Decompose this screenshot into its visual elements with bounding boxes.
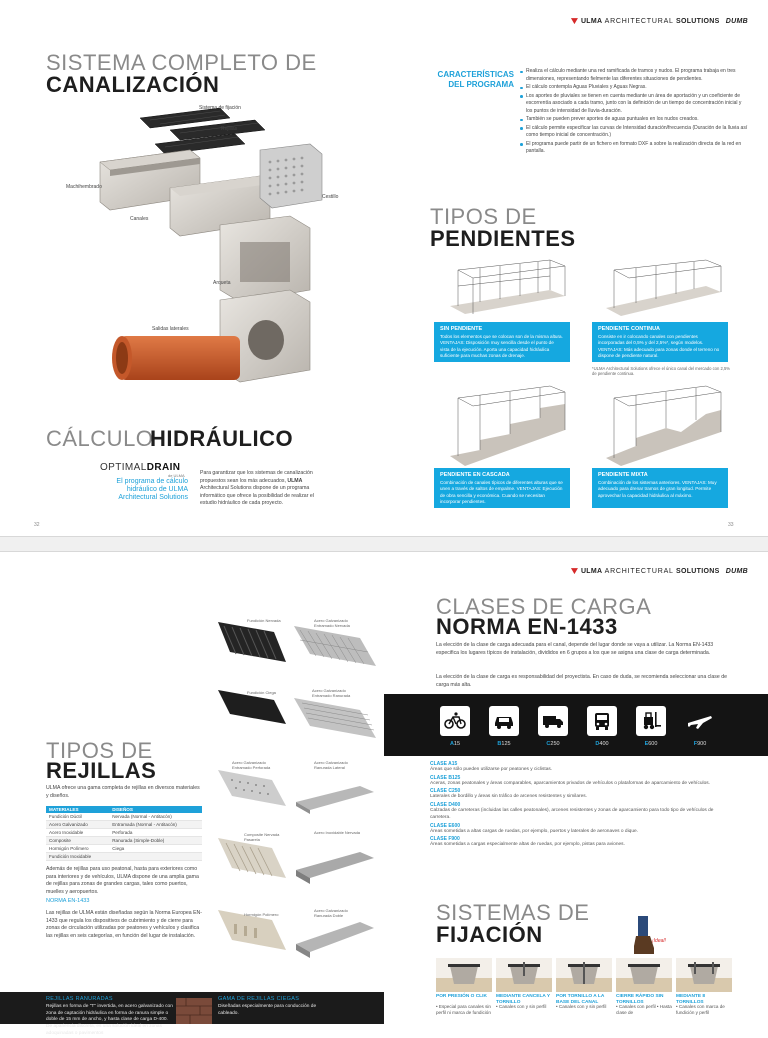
optimal-drain-logo: OPTIMALDRAIN: [100, 462, 181, 473]
materials-table: [46, 806, 202, 861]
grate-label: Acero Galvanizado Entramado Ranurada: [312, 688, 351, 698]
slope-box-cascade: PENDIENTE EN CASCADA Combinación de canales típicos de diferentes alturas que se unen a través de saltos de empalme. VENTAJAS: Ejecución de obra sencilla y económica. Cuando se necesitan incorporar pendientes.: [434, 468, 570, 508]
class-title: CLASE A15: [430, 761, 458, 767]
class-title: CLASE E600: [430, 822, 461, 829]
truck-icon: [587, 706, 617, 736]
ideal-badge: ¡Ideal!: [652, 938, 666, 944]
boot-illustration: [632, 916, 656, 956]
class-title: CLASE F900: [430, 836, 460, 843]
fixing-title-4: CIERRE RÁPIDO SIN TORNILLOS: [616, 994, 664, 1005]
fixing-diagram-3: [556, 958, 612, 992]
list-item: El cálculo contempla Aguas Pluviales y Aguas Negras.: [520, 84, 748, 92]
callout-fixing: Sistema de fijación: [199, 105, 241, 111]
fixing-text-3: • Canales con y sin perfil: [556, 1004, 607, 1009]
fixing-text-4: • Canales con perfil • Hasta clase de: [616, 1004, 672, 1016]
callout-channels: Canales: [130, 216, 149, 222]
hydraulic-title-bold: HIDRÁULICO: [150, 426, 294, 451]
van-icon: [538, 706, 568, 736]
grates-paragraph-2: Las rejillas de ULMA están diseñadas según la Norma Europea EN-1433 que regula los dispositivos de cubrimiento y de cierre para zonas de circulación utilizadas por peatones y vehículos y clasifica las rejillas en seis categorías, en función del lugar de instalación.: [46, 910, 202, 939]
ulma-logo-icon: [571, 568, 578, 574]
slotted-grates-text: Rejillas en forma de "T" invertida, en acero galvanizado con zona de captación hidráulica en forma de ranura simple o doble de 15 mm de ancho, y hasta clase de carga D-400. De apariencia discreta, es una solución ideal en zonas adoquinadas o pavimentos: [46, 1004, 173, 1036]
optimal-drain-subtitle: El programa de cálculo hidráulico de ULMA Architectural Solutions: [116, 478, 188, 502]
grate-group: [140, 108, 265, 154]
load-class-list: [430, 760, 730, 849]
callout-grates: Rejillas: [221, 126, 238, 132]
class-text: Calzadas de carreteras (incluidas las calles peatonales), arcenes resistentes y zonas de aparcamiento para todo tipo de vehículos de carretera.: [430, 808, 714, 820]
grates-title-bold: REJILLAS: [46, 758, 157, 783]
list-item: Realiza el cálculo mediante una red ramificada de tramos y nudos. El programa trabaja en tres dimensiones, representando fielmente las diferentes situaciones de pendientes.: [520, 68, 748, 83]
load-label-c: C250: [546, 741, 560, 747]
class-text: Laterales de bordillo y áreas sin tráfico de arcenes resistentes y similares.: [430, 794, 588, 800]
table-row: Hormigón Polímero Ciega: [46, 845, 202, 853]
callout-basket: Cestillo: [322, 194, 339, 200]
grates-title-light: TIPOS DE: [46, 738, 153, 763]
blind-grates-text: Diseñadas especialmente para conducción de cableado.: [218, 1004, 317, 1016]
class-text: Áreas sometidas a altas cargas de ruedas, por ejemplo, puertos y laterales de aeronaves o dique.: [430, 828, 638, 834]
slope-box-flat: SIN PENDIENTE Todos los elementos que se colocan son de la misma altura. VENTAJAS: Disposición muy sencilla desde el punto de vista de la ejecución. Aporta una capacidad hidráulica suficiente para muchas zonas de drenaje.: [434, 322, 570, 362]
grate-label: Composite Nervada Pasarela: [244, 832, 280, 842]
grate-label: Acero Inoxidable Nervada: [314, 830, 361, 835]
load-intro-2: La elección de la clase de carga es responsabilidad del proyectista. En caso de duda, se recomienda seleccionar una clase de carga más alta.: [436, 674, 727, 688]
page-title-bold: CANALIZACIÓN: [46, 72, 220, 97]
hydraulic-title-light: CÁLCULO: [46, 426, 154, 451]
callout-tongue-groove: Machihembrado: [66, 184, 102, 190]
table-row: Acero Galvanizado Entramada (Normal - Antitacón): [46, 821, 202, 829]
characteristics-list: [520, 68, 748, 157]
grates-intro: ULMA ofrece una gama completa de rejillas en diversos materiales y diseños.: [46, 785, 200, 799]
load-intro: La elección de la clase de carga adecuada para el canal, depende del lugar donde se vaya a utilizar. La Norma EN-1433 especifica los lugares típicos de instalación, divididos en 6 grupos a los que se asigna una clase de carga determinada.: [436, 642, 714, 656]
load-label-d: D400: [595, 741, 609, 747]
table-row: Acero Inoxidable Perforada: [46, 829, 202, 837]
load-label-a: A15: [449, 741, 461, 747]
airplane-icon: [685, 706, 715, 736]
forklift-icon: [636, 706, 666, 736]
grates-dark-band: [0, 992, 384, 1036]
slope-flat-illustration: [440, 256, 570, 322]
fixing-text-5: • Canales con marca de fundición y perfil: [676, 1004, 725, 1016]
grate-label: Acero Galvanizado Ranurada Lateral: [314, 760, 348, 770]
fixing-diagram-5: [676, 958, 732, 992]
page-gap: [0, 536, 768, 552]
slope-box-mixed: PENDIENTE MIXTA Combinación de los sistemas anteriores. VENTAJAS: Muy adecuado para drenar tramos de gran longitud. Permite aprovechar la capacidad hidráulica al máximo.: [592, 468, 728, 508]
grate-label: Acero Galvanizado Entramado Perforada: [232, 760, 271, 770]
class-title: CLASE C250: [430, 788, 461, 795]
load-title-bold: NORMA EN-1433: [436, 614, 618, 639]
fixing-title-bold: FIJACIÓN: [436, 922, 543, 947]
fixing-text-1: • Especial para canales sin perfil ni marca de fundición: [436, 1004, 491, 1016]
norma-label: NORMA EN-1433: [46, 898, 90, 904]
grate-label: Acero Galvanizado Ranurada Doble: [314, 908, 348, 918]
slope-cascade-illustration: [440, 380, 570, 468]
fixing-title-light: SISTEMAS DE: [436, 900, 590, 925]
fixing-title-5: MEDIANTE 8 TORNILLOS: [676, 994, 706, 1005]
slope-mixed-illustration: [596, 380, 726, 468]
table-header: MATERIALES: [46, 806, 109, 813]
car-icon: [489, 706, 519, 736]
load-label-f: F900: [693, 741, 707, 747]
paving-photo: [176, 998, 212, 1024]
brand-header: ULMA ARCHITECTURAL SOLUTIONS DUMB: [571, 18, 748, 25]
list-item: El cálculo permite especificar las curvas de Intensidad duración/frecuencia (Duración de la lluvia así como tiempo inicial de concentración.): [520, 125, 748, 140]
table-header-row: [46, 806, 202, 813]
class-title: CLASE D400: [430, 802, 461, 809]
callout-catch-basin: Arqueta: [213, 280, 231, 286]
class-text: Áreas sometidas a cargas especialmente altas de ruedas, por ejemplo, pistas para aviones.: [430, 842, 625, 848]
brand-header-bottom: ULMA ARCHITECTURAL SOLUTIONS DUMB: [571, 568, 748, 575]
fixing-diagram-2: [496, 958, 552, 992]
page-number-right: 33: [728, 522, 734, 528]
class-title: CLASE B125: [430, 774, 461, 781]
grate-label: Acero Galvanizado Entramado Nervada: [314, 618, 350, 628]
characteristics-title: CARACTERÍSTICAS DEL PROGRAMA: [437, 70, 514, 89]
page-number-left: 32: [34, 522, 40, 528]
slope-box-continuous: PENDIENTE CONTINUA Consiste en ir colocando canales con pendientes incorporadas del 0,5% y del 2,5%*, según modelos. VENTAJAS: Más adecuado para zonas donde el terreno no dispone de pendiente natural.: [592, 322, 728, 362]
table-header: DISEÑOS: [109, 806, 202, 813]
grates-paragraph-1: Además de rejillas para uso peatonal, hasta para exteriores como para interiores y de vehículos, ULMA dispone de una amplia gama de rejillas para zonas de grandes cargas, tales como puertos, muelles y aeropuertos.: [46, 866, 199, 895]
load-label-b: B125: [497, 741, 511, 747]
grate-stainless: [290, 836, 380, 886]
fixing-title-1: POR PRESIÓN O CLIK: [436, 994, 487, 999]
fixing-title-2: MEDIANTE CANCELA Y TORNILLO: [496, 994, 551, 1005]
fixing-title-3: POR TORNILLO A LA BASE DEL CANAL: [556, 994, 605, 1005]
exploded-channel-illustration: [60, 100, 360, 430]
slopes-title-bold: PENDIENTES: [430, 226, 576, 251]
page-title-light: SISTEMA COMPLETO DE: [46, 50, 317, 75]
hydraulic-text: Para garantizar que los sistemas de canalización propuestos sean los más adecuados, ULMA Architectural Solutions dispone de un programa informático que ofrece la posibilidad de realizar el estudio hidráulico de cada proyecto.: [200, 470, 314, 507]
basket-group: [260, 144, 322, 208]
table-row: Fundición Inoxidable: [46, 853, 202, 861]
slope-continuous-illustration: [596, 256, 726, 322]
grate-label: Fundición Nervada: [247, 618, 281, 623]
fixing-text-2: • Canales con y sin perfil: [496, 1004, 547, 1009]
load-class-band: [384, 694, 768, 756]
grate-label: Hormigón Polímero: [244, 912, 279, 917]
list-item: El programa puede partir de un fichero en formato DXF a sobre la realización directa de la red en pantalla.: [520, 141, 748, 156]
list-item: Los aportes de pluviales se tienen en cuenta mediante un área de aportación y un coeficiente de escorrentía asociado a cada tramo, junto con la definición de un tiempo de concentración inicial y los puntos de intensidad de lluvia-duración.: [520, 93, 748, 116]
table-row: Fundición Dúctil Nervada (Normal - Antitacón): [46, 813, 202, 821]
class-text: Áreas que sólo pueden utilizarse por peatones y ciclistas.: [430, 767, 553, 772]
slopes-footnote: *ULMA Architectural Solutions ofrece el único canal del mercado con 2,5% de pendiente continua.: [592, 366, 731, 376]
blind-grates-label: GAMA DE REJILLAS CIEGAS: [218, 996, 300, 1002]
table-row: Composite Ranurada (Simple-Doble): [46, 837, 202, 845]
bicycle-icon: [440, 706, 470, 736]
fixing-diagram-4: [616, 958, 672, 992]
list-item: También se pueden prever aportes de aguas puntuales en los nudos creados.: [520, 116, 748, 124]
class-text: Aceras, zonas peatonales y áreas comparables, aparcamientos privados de vehículos o plataformas de aparcamiento de vehículos.: [430, 780, 710, 786]
fixing-diagram-1: [436, 958, 492, 992]
grate-polymer-concrete: [214, 900, 290, 956]
slotted-grates-label: REJILLAS RANURADAS: [46, 996, 113, 1002]
ulma-logo-icon: [571, 18, 578, 24]
slopes-title-light: TIPOS DE: [430, 204, 537, 229]
load-title-light: CLASES DE CARGA: [436, 594, 652, 619]
grate-cast-ribbed: [214, 616, 290, 668]
grate-galvanized-side-slot: [290, 768, 380, 818]
pipe-group: [112, 336, 240, 380]
load-label-e: E600: [644, 741, 658, 747]
grate-label: Fundición Ciega: [247, 690, 276, 695]
callout-side-outlets: Salidas laterales: [152, 326, 189, 332]
optimal-drain-by: de ULMA: [168, 473, 185, 478]
